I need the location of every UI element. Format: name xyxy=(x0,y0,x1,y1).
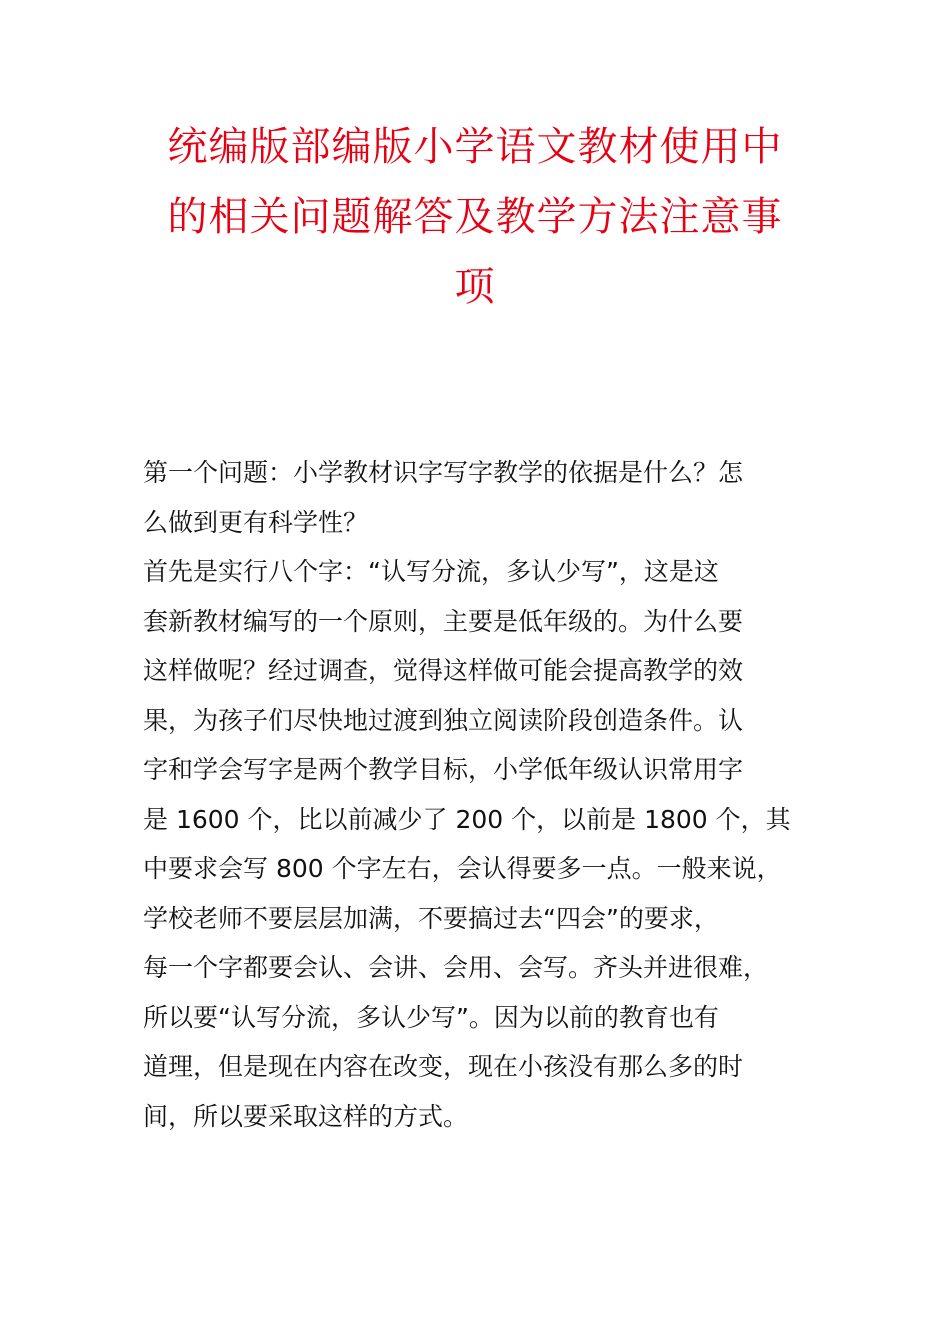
body-line-9: 中要求会写 800 个字左右，会认得要多一点。一般来说， xyxy=(143,854,782,883)
body-line-6: 果，为孩子们尽快地过渡到独立阅读阶段创造条件。认 xyxy=(143,705,744,735)
body-line-7: 字和学会写字是两个教学目标，小学低年级认识常用字 xyxy=(143,755,744,784)
document-title xyxy=(150,112,800,322)
body-line-4: 套新教材编写的一个原则，主要是低年级的。为什么要 xyxy=(143,606,744,636)
body-line-3: 首先是实行八个字：“认写分流，多认少写”，这是这 xyxy=(143,557,719,586)
title-line-3: 项 xyxy=(454,264,496,310)
body-line-10: 学校老师不要层层加满，不要搞过去“四会”的要求， xyxy=(143,903,719,933)
document-body xyxy=(143,448,813,1141)
body-line-13: 道理，但是现在内容在改变，现在小孩没有那么多的时 xyxy=(143,1052,744,1081)
body-line-5: 这样做呢？经过调查，觉得这样做可能会提高教学的效 xyxy=(143,656,744,685)
body-line-8: 是 1600 个，比以前减少了 200 个，以前是 1800 个，其 xyxy=(143,804,791,834)
body-line-12: 所以要“认写分流，多认少写”。因为以前的教育也有 xyxy=(143,1002,719,1032)
body-line-2: 么做到更有科学性？ xyxy=(143,507,369,537)
title-line-1: 统编版部编版小学语文教材使用中 xyxy=(167,124,783,170)
body-line-11: 每一个字都要会认、会讲、会用、会写。齐头并进很难， xyxy=(143,953,769,982)
title-line-2: 的相关问题解答及教学方法注意事 xyxy=(167,194,783,240)
body-line-1: 第一个问题：小学教材识字写字教学的依据是什么？怎 xyxy=(143,458,744,487)
body-line-14: 间，所以要采取这样的方式。 xyxy=(143,1101,469,1131)
